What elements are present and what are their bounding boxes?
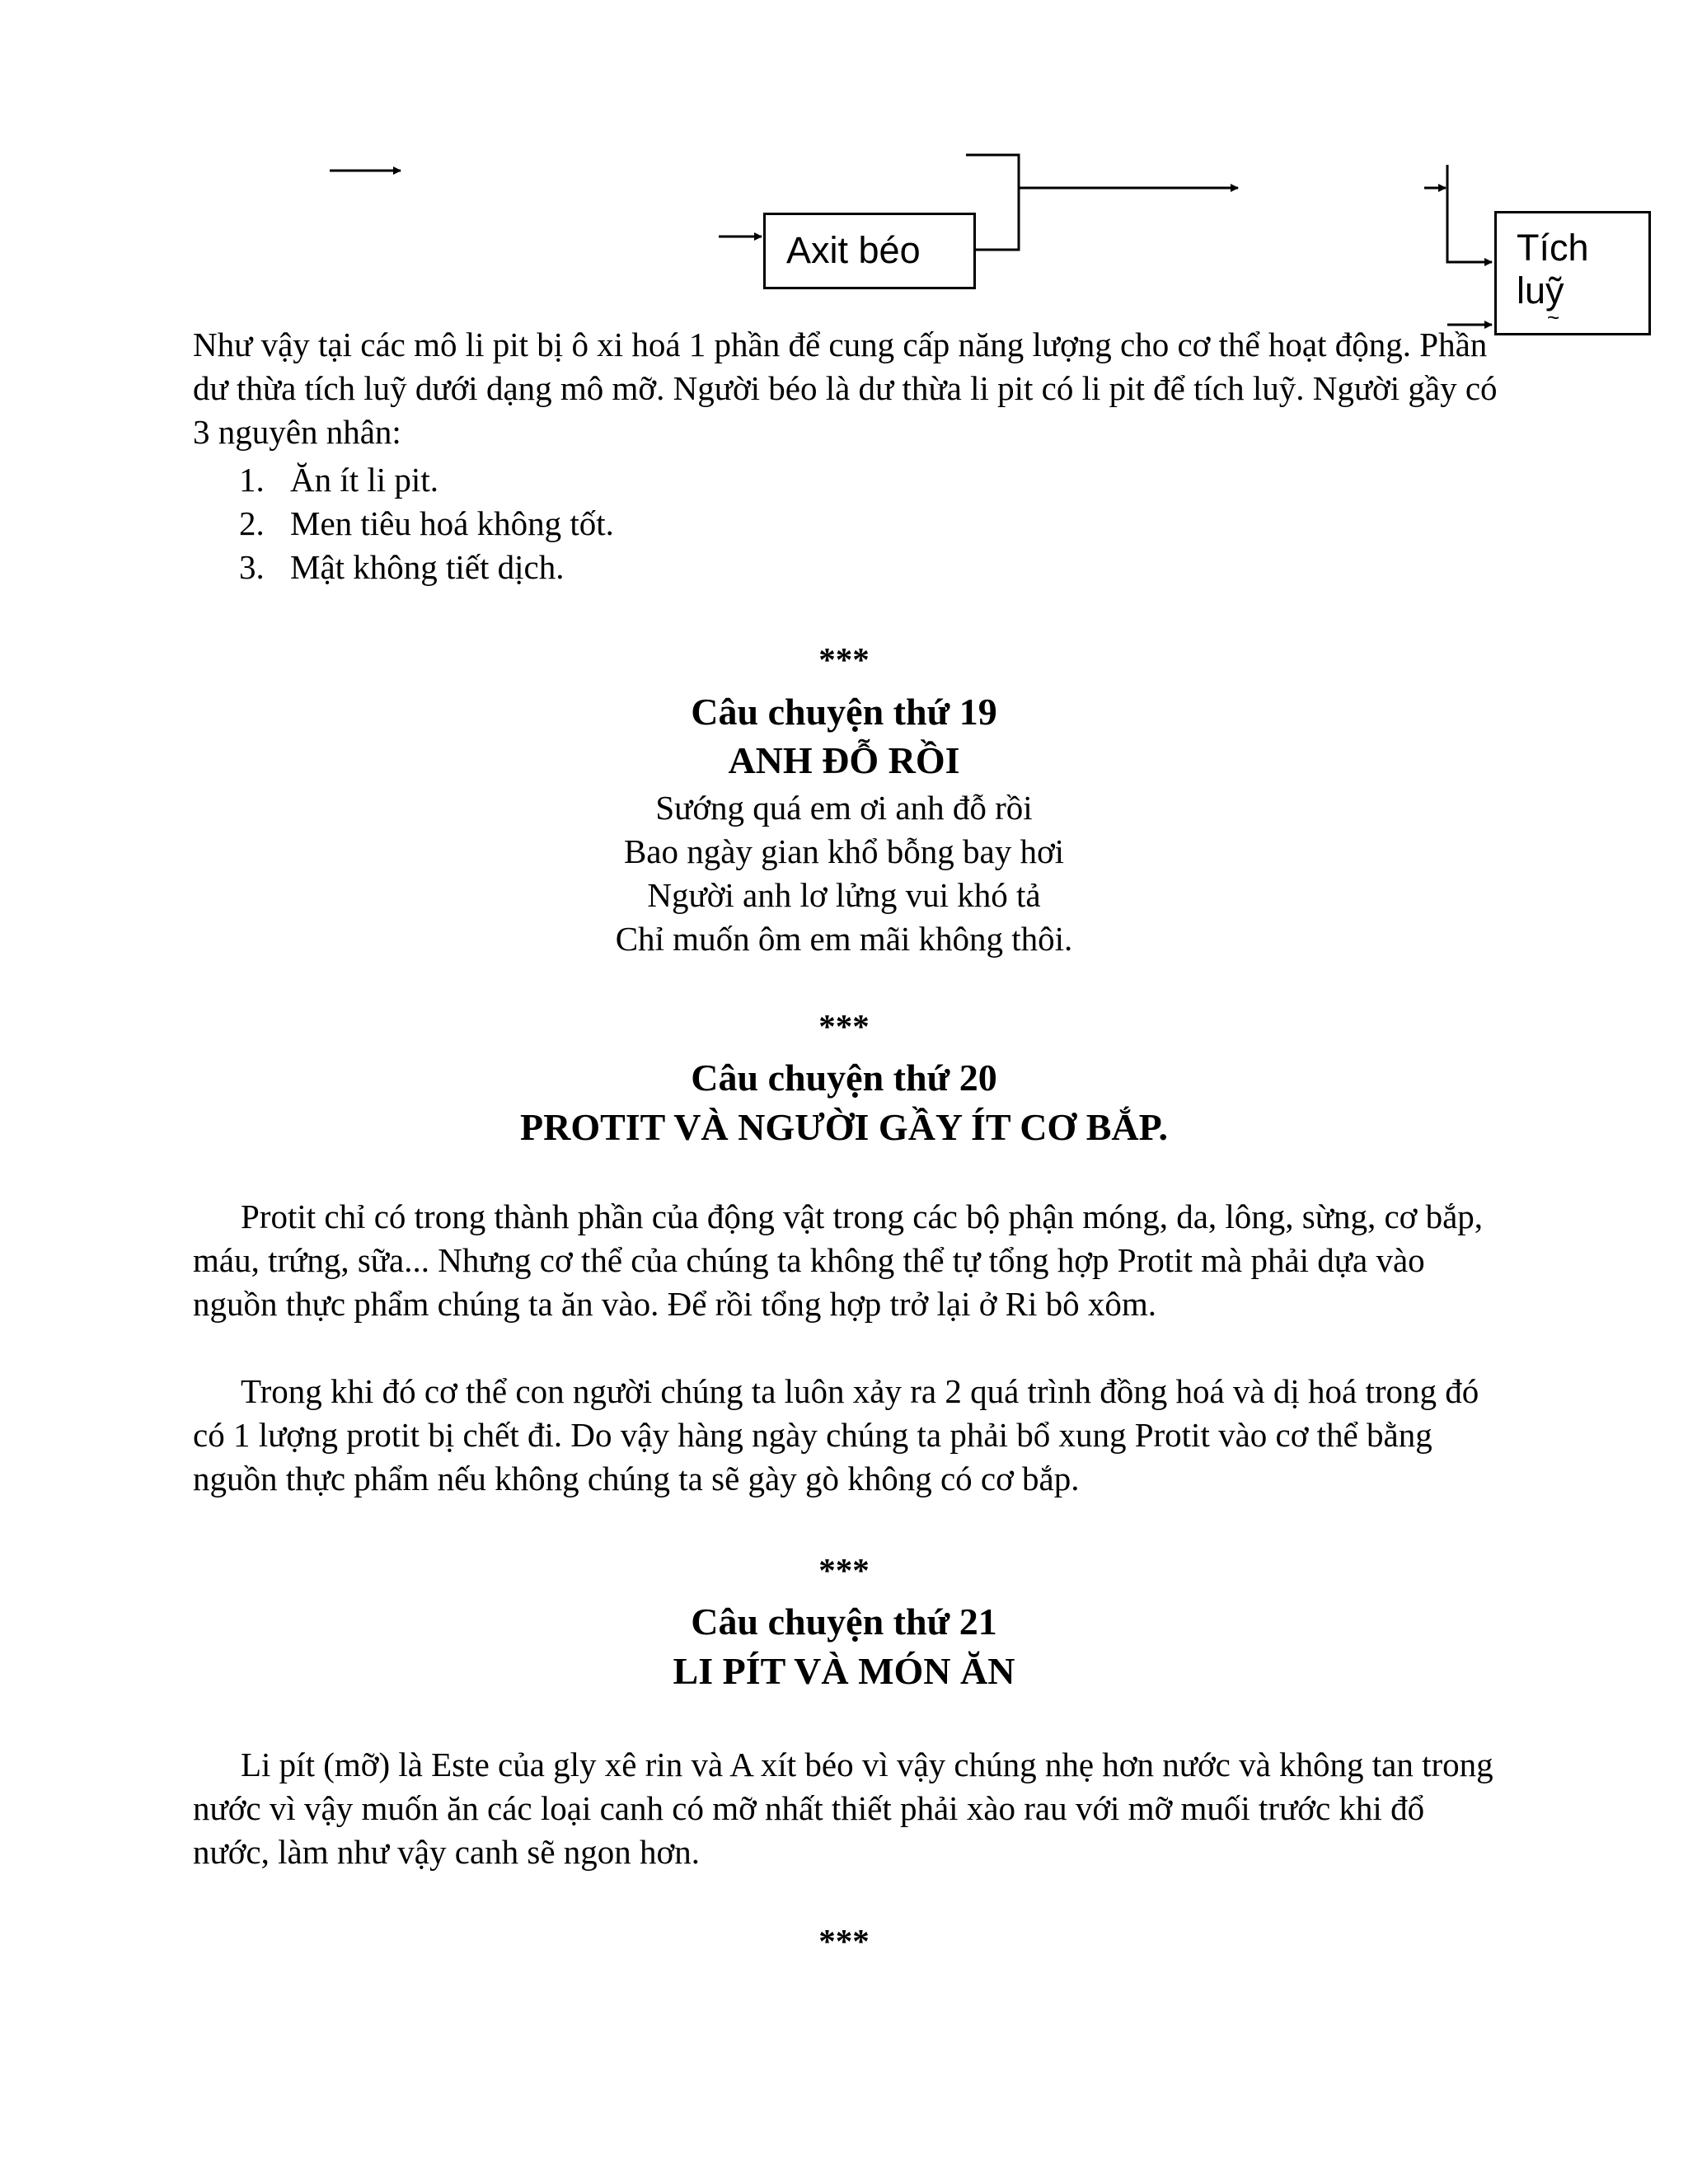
story21-paragraph: Li pít (mỡ) là Este của gly xê rin và A xít béo vì vậy chúng nhẹ hơn nước và không tan trong nước vì vậy muốn ăn các loại canh có mỡ nhất thiết phải xào rau với mỡ muối trước khi đổ nước, làm như vậy canh sẽ ngon hơn. <box>193 1746 1493 1871</box>
list-item <box>239 458 614 502</box>
list-text: Ăn ít li pit. <box>290 461 438 499</box>
reasons-list <box>239 458 614 589</box>
intro-paragraph: Như vậy tại các mô li pit bị ô xi hoá 1 phần để cung cấp năng lượng cho cơ thể hoạt động. Phần dư thừa tích luỹ dưới dạng mô mỡ. Người béo là dư thừa li pit có li pit để tích luỹ. Người gầy có 3 nguyên nhân: <box>193 326 1498 451</box>
list-text: Mật không tiết dịch. <box>290 548 565 586</box>
story20-number: Câu chuyện thứ 20 <box>691 1057 997 1099</box>
list-text: Men tiêu hoá không tốt. <box>290 504 614 542</box>
poem-line: Bao ngày gian khổ bỗng bay hơi <box>623 832 1065 870</box>
story21-number: Câu chuyện thứ 21 <box>691 1601 997 1643</box>
story19-number: Câu chuyện thứ 19 <box>691 691 997 733</box>
separator: *** <box>818 1922 870 1960</box>
box-axit-label: Axit béo <box>786 229 921 271</box>
separator: *** <box>818 1551 870 1589</box>
list-item <box>239 546 614 589</box>
box-tich-luy <box>1494 211 1651 335</box>
separator: *** <box>818 1007 870 1045</box>
story20-paragraph-1: Protit chỉ có trong thành phần của động vật trong các bộ phận móng, da, lông, sừng, cơ bắp, máu, trứng, sữa... Nhưng cơ thể của chúng ta không thể tự tổng hợp Protit mà phải dựa vào nguồn thực phẩm chúng ta ăn vào. Để rồi tổng hợp trở lại ở Ri bô xôm. <box>193 1197 1484 1323</box>
story20-title: PROTIT VÀ NGƯỜI GẦY ÍT CƠ BẮP. <box>520 1106 1168 1148</box>
poem-line: Sướng quá em ơi anh đỗ rồi <box>655 789 1033 827</box>
box-tich-label-line2: luỹ <box>1517 269 1564 312</box>
diagram-connectors <box>0 0 1688 346</box>
box-axit-beo <box>763 213 976 289</box>
story19-poem <box>0 786 1688 961</box>
flow-diagram <box>0 0 1688 346</box>
poem-line: Chỉ muốn ôm em mãi không thôi. <box>615 920 1073 958</box>
box-tich-label-line1: Tích <box>1517 227 1589 269</box>
list-number: 1. <box>239 461 265 499</box>
list-item <box>239 502 614 546</box>
poem-line: Người anh lơ lửng vui khó tả <box>647 876 1041 914</box>
story21-title: LI PÍT VÀ MÓN ĂN <box>673 1650 1015 1692</box>
connector-into-tich <box>1447 165 1492 262</box>
box-tich-mark: ~ <box>1547 305 1560 330</box>
story19-title: ANH ĐỖ RỒI <box>728 739 960 781</box>
story20-paragraph-2: Trong khi đó cơ thể con người chúng ta luôn xảy ra 2 quá trình đồng hoá và dị hoá trong đó có 1 lượng protit bị chết đi. Do vậy hàng ngày chúng ta phải bổ xung Protit vào cơ thể bằng nguồn thực phẩm nếu không chúng ta sẽ gày gò không có cơ bắp. <box>193 1372 1479 1497</box>
list-number: 2. <box>239 504 265 542</box>
list-number: 3. <box>239 548 265 586</box>
separator: *** <box>818 640 870 678</box>
